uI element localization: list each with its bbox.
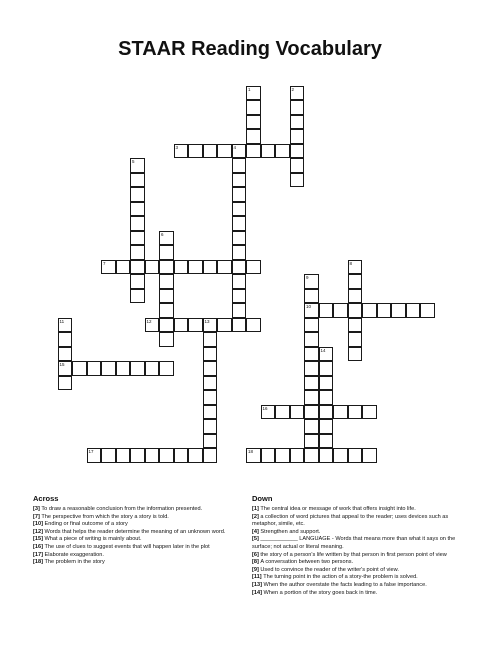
grid-cell[interactable] [130,448,145,463]
grid-cell[interactable] [304,434,319,449]
grid-cell[interactable] [58,347,73,362]
grid-cell[interactable] [188,144,203,159]
grid-cell[interactable] [159,274,174,289]
grid-cell[interactable] [304,390,319,405]
grid-cell[interactable] [159,260,174,275]
clue-number-label: [17] [33,551,45,558]
clue-number-label: [15] [33,536,45,543]
grid-cell[interactable] [246,448,261,463]
clue-text: The problem in the story [44,559,105,566]
down-clue [252,582,468,590]
down-clue [252,559,468,567]
grid-cell[interactable] [319,419,334,434]
grid-cell[interactable] [420,303,435,318]
grid-cell[interactable] [159,231,174,246]
grid-cell[interactable] [232,144,247,159]
grid-cell[interactable] [246,100,261,115]
grid-cell[interactable] [232,216,247,231]
clue-number: 11 [59,318,65,324]
grid-cell[interactable] [319,448,334,463]
grid-cell[interactable] [203,419,218,434]
grid-cell[interactable] [246,260,261,275]
grid-cell[interactable] [391,303,406,318]
clue-number: 9 [306,275,309,280]
clue-text: The perspective from which the story a story is told. [41,513,169,520]
grid-cell[interactable] [261,405,276,420]
grid-cell[interactable] [333,303,348,318]
grid-cell[interactable] [116,448,131,463]
grid-cell[interactable] [232,173,247,188]
down-clues [252,494,468,597]
grid-cell[interactable] [319,405,334,420]
grid-cell[interactable] [290,158,305,173]
down-clue [252,590,468,598]
grid-cell[interactable] [246,86,261,101]
grid-cell[interactable] [232,231,247,246]
grid-cell[interactable] [130,245,145,260]
grid-cell[interactable] [304,303,319,318]
grid-cell[interactable] [246,129,261,144]
grid-cell[interactable] [275,144,290,159]
clue-text: ____________ LANGUAGE - Words that means more than what it says on the surface; not actual or literal meaning. [252,536,456,550]
grid-cell[interactable] [348,260,363,275]
clue-text: The use of clues to suggest events that will happen later in the plot [44,543,210,550]
clue-number: 5 [132,159,135,164]
grid-cell[interactable] [348,289,363,304]
clue-text: Words that helps the reader determine the meaning of an unknown word. [44,528,226,535]
grid-cell[interactable] [362,303,377,318]
grid-cell[interactable] [116,260,131,275]
grid-cell[interactable] [290,100,305,115]
grid-cell[interactable] [304,376,319,391]
grid-cell[interactable] [319,434,334,449]
grid-cell[interactable] [290,144,305,159]
grid-cell[interactable] [203,361,218,376]
across-clue [33,506,238,514]
grid-cell[interactable] [319,376,334,391]
across-clue [33,559,238,567]
clue-text: Used to convince the reader of the writer's point of view. [260,566,399,573]
grid-cell[interactable] [246,318,261,333]
grid-cell[interactable] [348,332,363,347]
grid-cell[interactable] [217,260,232,275]
clue-number: 17 [88,449,94,454]
grid-cell[interactable] [232,158,247,173]
clue-number-label: [11] [252,574,264,581]
grid-cell[interactable] [159,361,174,376]
clue-text: Elaborate exaggeration. [44,551,104,558]
grid-cell[interactable] [174,318,189,333]
grid-cell[interactable] [188,318,203,333]
down-clue [252,574,468,582]
grid-cell[interactable] [145,361,160,376]
clue-number-label: [2] [252,513,261,520]
grid-cell[interactable] [116,361,131,376]
puzzle-title: STAAR Reading Vocabulary [118,38,382,60]
across-clue [33,529,238,537]
grid-cell[interactable] [130,187,145,202]
grid-cell[interactable] [290,115,305,130]
grid-cell[interactable] [333,405,348,420]
across-clue [33,521,238,529]
grid-cell[interactable] [232,274,247,289]
grid-cell[interactable] [275,405,290,420]
clue-number: 3 [175,144,179,150]
clue-number: 18 [248,449,254,454]
down-heading: Down [252,494,273,503]
clue-text: The turning point in the action of a story-the problem is solved. [263,574,418,581]
grid-cell[interactable] [246,115,261,130]
grid-cell[interactable] [319,390,334,405]
grid-cell[interactable] [130,260,145,275]
grid-cell[interactable] [130,231,145,246]
clue-number-label: [4] [252,528,261,535]
grid-cell[interactable] [275,448,290,463]
grid-cell[interactable] [130,361,145,376]
grid-cell[interactable] [203,144,218,159]
grid-cell[interactable] [304,332,319,347]
clue-number: 1 [248,86,251,92]
across-clue-list [33,506,238,567]
clue-number: 2 [291,86,295,92]
clue-number-label: [12] [33,528,45,535]
grid-cell[interactable] [348,274,363,289]
grid-cell[interactable] [203,405,218,420]
clue-number: 12 [146,318,152,324]
clue-number: 10 [306,304,312,309]
grid-cell[interactable] [203,376,218,391]
grid-cell[interactable] [130,216,145,231]
grid-cell[interactable] [203,318,218,333]
grid-cell[interactable] [130,202,145,217]
grid-cell[interactable] [304,318,319,333]
grid-cell[interactable] [87,361,102,376]
grid-cell[interactable] [304,274,319,289]
across-clue [33,536,238,544]
across-clues [33,494,238,567]
clue-text: the story of a person's life written by that person in first person point of view [260,551,447,558]
grid-cell[interactable] [174,144,189,159]
clue-text: A conversation between two persons. [260,559,354,566]
clue-number: 13 [204,318,210,324]
clue-number: 15 [59,362,65,367]
clue-text: What a piece of writing is mainly about. [44,536,142,543]
grid-cell[interactable] [304,405,319,420]
grid-cell[interactable] [203,434,218,449]
grid-cell[interactable] [159,303,174,318]
across-heading: Across [33,494,59,503]
clue-number: 4 [233,144,237,150]
grid-cell[interactable] [72,361,87,376]
grid-cell[interactable] [333,448,348,463]
across-clue [33,514,238,522]
clue-text: a collection of word pictures that appeal to the reader; uses devices such as metaphor, simile, etc. [252,513,449,528]
grid-cell[interactable] [290,405,305,420]
grid-cell[interactable] [101,260,116,275]
clue-number-label: [16] [33,543,45,550]
grid-cell[interactable] [232,202,247,217]
grid-cell[interactable] [362,405,377,420]
grid-cell[interactable] [304,347,319,362]
grid-cell[interactable] [188,448,203,463]
grid-cell[interactable] [159,448,174,463]
clue-text: To draw a reasonable conclusion from the information presented. [41,506,203,512]
grid-cell[interactable] [348,318,363,333]
grid-cell[interactable] [130,173,145,188]
grid-cell[interactable] [87,448,102,463]
grid-cell[interactable] [145,448,160,463]
grid-cell[interactable] [159,245,174,260]
grid-cell[interactable] [232,318,247,333]
grid-cell[interactable] [290,173,305,188]
grid-cell[interactable] [145,318,160,333]
grid-cell[interactable] [304,289,319,304]
grid-cell[interactable] [232,260,247,275]
grid-cell[interactable] [290,129,305,144]
grid-cell[interactable] [174,448,189,463]
grid-cell[interactable] [319,361,334,376]
clue-text: Ending or final outcome of a story [44,521,128,528]
across-clue [33,544,238,552]
grid-cell[interactable] [348,405,363,420]
down-clue [252,567,468,575]
grid-cell[interactable] [348,303,363,318]
grid-cell[interactable] [58,361,73,376]
grid-cell[interactable] [406,303,421,318]
down-clue [252,552,468,560]
clue-number: 6 [161,231,164,237]
clue-number-label: [9] [252,566,261,573]
grid-cell[interactable] [203,448,218,463]
down-clue [252,536,468,551]
grid-cell[interactable] [203,347,218,362]
clue-number-label: [8] [252,559,261,566]
grid-cell[interactable] [130,274,145,289]
clue-number-label: [3] [33,506,42,512]
grid-cell[interactable] [217,318,232,333]
grid-cell[interactable] [203,260,218,275]
clue-number: 16 [262,405,268,411]
grid-cell[interactable] [174,260,189,275]
grid-cell[interactable] [304,361,319,376]
grid-cell[interactable] [101,448,116,463]
grid-cell[interactable] [261,448,276,463]
grid-cell[interactable] [188,260,203,275]
grid-cell[interactable] [290,86,305,101]
grid-cell[interactable] [348,347,363,362]
clue-number-label: [18] [33,559,45,566]
grid-cell[interactable] [290,448,305,463]
down-clue [252,506,468,514]
clue-text: When the author overstate the facts leading to a false importance. [263,581,427,588]
grid-cell[interactable] [232,289,247,304]
grid-cell[interactable] [203,390,218,405]
grid-cell[interactable] [261,144,276,159]
grid-cell[interactable] [58,332,73,347]
clue-number: 14 [320,347,326,353]
down-clue-list [252,506,468,597]
clue-number: 8 [349,260,353,266]
grid-cell[interactable] [319,347,334,362]
grid-cell[interactable] [58,318,73,333]
grid-cell[interactable] [232,187,247,202]
grid-cell[interactable] [232,303,247,318]
grid-cell[interactable] [159,332,174,347]
clue-number-label: [5] [252,536,261,543]
grid-cell[interactable] [319,303,334,318]
grid-cell[interactable] [101,361,116,376]
clue-number-label: [10] [33,521,45,528]
down-clue [252,529,468,537]
grid-cell[interactable] [304,448,319,463]
grid-cell[interactable] [58,376,73,391]
grid-cell[interactable] [159,318,174,333]
grid-cell[interactable] [362,448,377,463]
grid-cell[interactable] [203,332,218,347]
clue-text: The central idea or message of work that offers insight into life. [260,506,416,512]
grid-cell[interactable] [246,144,261,159]
clue-number-label: [6] [252,551,261,558]
grid-cell[interactable] [377,303,392,318]
grid-cell[interactable] [130,289,145,304]
clue-text: Strengthen and support. [260,528,321,535]
across-clue [33,552,238,560]
down-clue [252,514,468,529]
clue-number-label: [7] [33,513,42,520]
grid-cell[interactable] [232,245,247,260]
grid-cell[interactable] [130,158,145,173]
clue-number: 7 [103,260,106,266]
grid-cell[interactable] [145,260,160,275]
clue-text: When a portion of the story goes back in time. [263,589,378,596]
grid-cell[interactable] [159,289,174,304]
grid-cell[interactable] [348,448,363,463]
clue-number-label: [1] [252,506,261,512]
clue-number-label: [13] [252,581,264,588]
grid-cell[interactable] [304,419,319,434]
clue-number-label: [14] [252,589,264,596]
grid-cell[interactable] [217,144,232,159]
